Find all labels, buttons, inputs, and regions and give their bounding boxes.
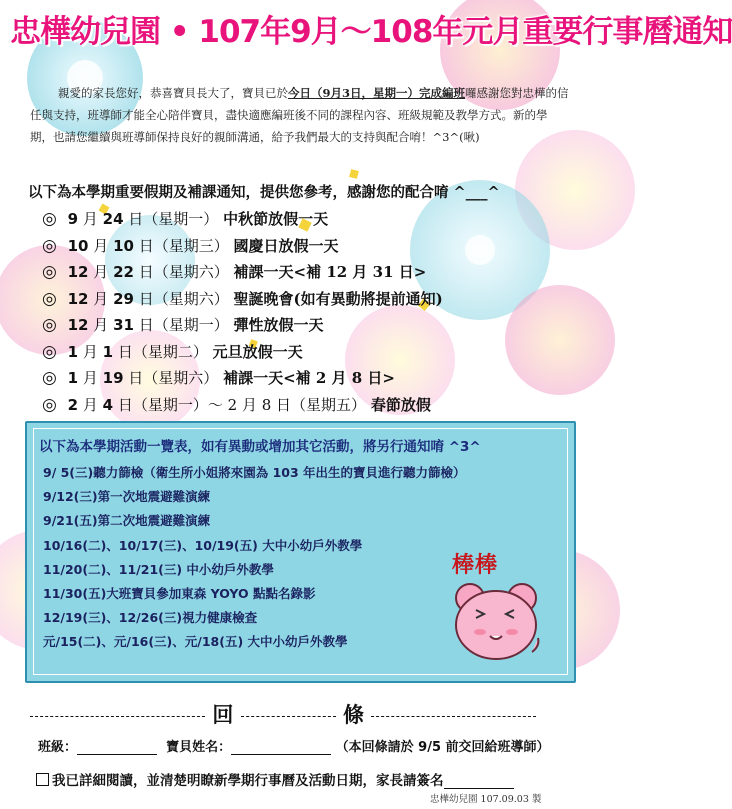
cut-dash-middle bbox=[241, 716, 336, 717]
bullet-icon: ◎ bbox=[42, 315, 57, 335]
holiday-month: 12 bbox=[67, 289, 89, 308]
cut-label-right: 條 bbox=[342, 703, 364, 727]
holiday-desc: 元旦放假一天 bbox=[212, 342, 303, 361]
holiday-desc: 彈性放假一天 bbox=[233, 316, 324, 334]
month-unit: 月 bbox=[82, 342, 98, 361]
holiday-day: 1 bbox=[102, 342, 114, 361]
holiday-item-content bbox=[42, 369, 395, 387]
holiday-desc: 補課一天<補 2 月 8 日> bbox=[223, 369, 395, 387]
activity-item: 9/12(三)第一次地震避難演練 bbox=[43, 489, 211, 505]
name-field[interactable] bbox=[231, 740, 331, 755]
activity-item: 12/19(三)、12/26(三)視力健康檢查 bbox=[43, 610, 258, 626]
holiday-item-content bbox=[42, 343, 303, 361]
holiday-day: 10 bbox=[113, 236, 134, 255]
holiday-month: 1 bbox=[67, 369, 79, 387]
holiday-item bbox=[42, 233, 582, 260]
holiday-weekday: 日（星期三） bbox=[138, 236, 229, 255]
holiday-weekday: 日（星期一） bbox=[128, 210, 219, 228]
intro-text-2: 囉感謝您對忠樺的信任與支持，班導師才能全心陪伴寶貝，盡快適應編班後不同的課程內容、班級規範及教學方式。新的學期，也請您繼續與班導師保持良好的親師溝通，給予我們最大的支持與配合唷！^3^(啾) bbox=[30, 86, 569, 144]
holiday-item bbox=[42, 206, 582, 233]
month-unit: 月 bbox=[82, 210, 98, 228]
holiday-weekday: 日（星期六） bbox=[138, 289, 229, 308]
activity-item: 10/16(二)、10/17(三)、10/19(五) 大中小幼戶外教學 bbox=[43, 537, 363, 553]
holiday-month: 2 bbox=[67, 395, 79, 414]
holiday-item-content bbox=[42, 210, 328, 228]
activity-item: 11/30(五)大班寶貝參加東森 YOYO 點點名錄影 bbox=[43, 585, 316, 601]
holiday-weekday: 日（星期二） bbox=[117, 342, 208, 361]
holiday-month: 9 bbox=[67, 210, 79, 228]
bullet-icon: ◎ bbox=[42, 262, 57, 282]
holiday-month: 10 bbox=[67, 236, 89, 255]
holiday-heading: 以下為本學期重要假期及補課通知，提供您參考，感謝您的配合唷 ^___^ bbox=[28, 184, 500, 201]
holiday-month: 12 bbox=[67, 263, 89, 281]
holiday-item bbox=[42, 286, 582, 313]
holiday-list bbox=[42, 206, 582, 418]
holiday-weekday: 日（星期六） bbox=[138, 263, 229, 281]
month-unit: 月 bbox=[93, 236, 109, 255]
holiday-item-content bbox=[42, 316, 324, 334]
month-unit: 月 bbox=[82, 395, 98, 414]
activity-list bbox=[43, 461, 466, 655]
intro-paragraph bbox=[30, 82, 570, 148]
month-unit: 月 bbox=[93, 263, 109, 281]
holiday-weekday: 日（星期一） bbox=[138, 316, 229, 334]
intro-highlight: 今日（9月3日，星期一）完成編班 bbox=[288, 86, 466, 100]
holiday-day: 4 bbox=[102, 395, 114, 414]
holiday-item bbox=[42, 312, 582, 339]
holiday-desc: 補課一天<補 12 月 31 日> bbox=[233, 263, 427, 281]
holiday-month: 12 bbox=[67, 316, 89, 334]
holiday-day: 31 bbox=[113, 316, 134, 334]
page-title: 忠樺幼兒園 • 107年9月～108年元月重要行事曆通知 bbox=[10, 14, 732, 50]
holiday-item-content bbox=[42, 263, 426, 281]
bullet-icon: ◎ bbox=[42, 288, 57, 309]
holiday-day: 22 bbox=[113, 263, 134, 281]
holiday-day: 24 bbox=[102, 210, 124, 228]
holiday-desc: 春節放假 bbox=[370, 395, 431, 414]
holiday-item-content bbox=[42, 290, 443, 308]
signature-field[interactable] bbox=[444, 774, 514, 789]
intro-text-1: 親愛的家長您好，恭喜寶貝長大了，寶貝已於 bbox=[58, 86, 288, 100]
activity-item: 9/21(五)第二次地震避難演練 bbox=[43, 513, 211, 529]
holiday-weekday: 日（星期一）～ 2 月 8 日（星期五） bbox=[117, 395, 367, 414]
month-unit: 月 bbox=[93, 289, 109, 308]
holiday-month: 1 bbox=[67, 342, 79, 361]
holiday-item-content bbox=[42, 237, 339, 255]
month-unit: 月 bbox=[82, 369, 98, 387]
confirm-checkbox[interactable] bbox=[36, 773, 49, 786]
activity-item: 9/ 5(三)聽力篩檢（衛生所小姐將來園為 103 年出生的寶貝進行聽力篩檢） bbox=[43, 465, 466, 480]
class-label: 班級： bbox=[38, 740, 78, 755]
sign-text: 我已詳細閱讀，並清楚明瞭新學期行事曆及活動日期，家長請簽名 bbox=[52, 773, 444, 789]
holiday-desc: 中秋節放假一天 bbox=[223, 210, 329, 228]
slip-form-row bbox=[38, 736, 578, 755]
activity-item: 元/15(二)、元/16(三)、元/18(五) 大中小幼戶外教學 bbox=[43, 634, 348, 650]
holiday-weekday: 日（星期六） bbox=[128, 369, 219, 387]
class-field[interactable] bbox=[77, 740, 157, 755]
holiday-item bbox=[42, 339, 582, 366]
cut-label-left: 回 bbox=[212, 703, 234, 727]
bullet-icon: ◎ bbox=[42, 394, 57, 415]
cut-dash-left bbox=[30, 716, 205, 717]
sticker-text: 棒棒 bbox=[452, 553, 499, 578]
month-unit: 月 bbox=[93, 316, 109, 334]
holiday-day: 29 bbox=[113, 289, 134, 308]
bullet-icon: ◎ bbox=[42, 209, 57, 229]
sign-row bbox=[36, 769, 576, 789]
bullet-icon: ◎ bbox=[42, 341, 57, 362]
holiday-desc: 國慶日放假一天 bbox=[233, 236, 339, 255]
footer-credit: 忠樺幼兒園 107.09.03 製 bbox=[430, 794, 542, 805]
holiday-desc: 聖誕晚會(如有異動將提前通知) bbox=[233, 289, 443, 308]
holiday-item-content bbox=[42, 396, 431, 414]
holiday-item bbox=[42, 259, 582, 286]
name-label: 寶貝姓名： bbox=[166, 740, 232, 755]
holiday-item bbox=[42, 392, 582, 419]
bullet-icon: ◎ bbox=[42, 368, 57, 388]
holiday-day: 19 bbox=[102, 369, 124, 387]
activity-item: 11/20(二)、11/21(三) 中小幼戶外教學 bbox=[43, 561, 274, 577]
bullet-icon: ◎ bbox=[42, 235, 57, 256]
return-note: （本回條請於 9/5 前交回給班導師） bbox=[335, 740, 550, 755]
cut-line bbox=[30, 699, 570, 729]
holiday-item bbox=[42, 365, 582, 392]
cut-dash-right bbox=[371, 716, 536, 717]
activity-heading: 以下為本學期活動一覽表，如有異動或增加其它活動，將另行通知唷 ^3^ bbox=[39, 439, 481, 455]
